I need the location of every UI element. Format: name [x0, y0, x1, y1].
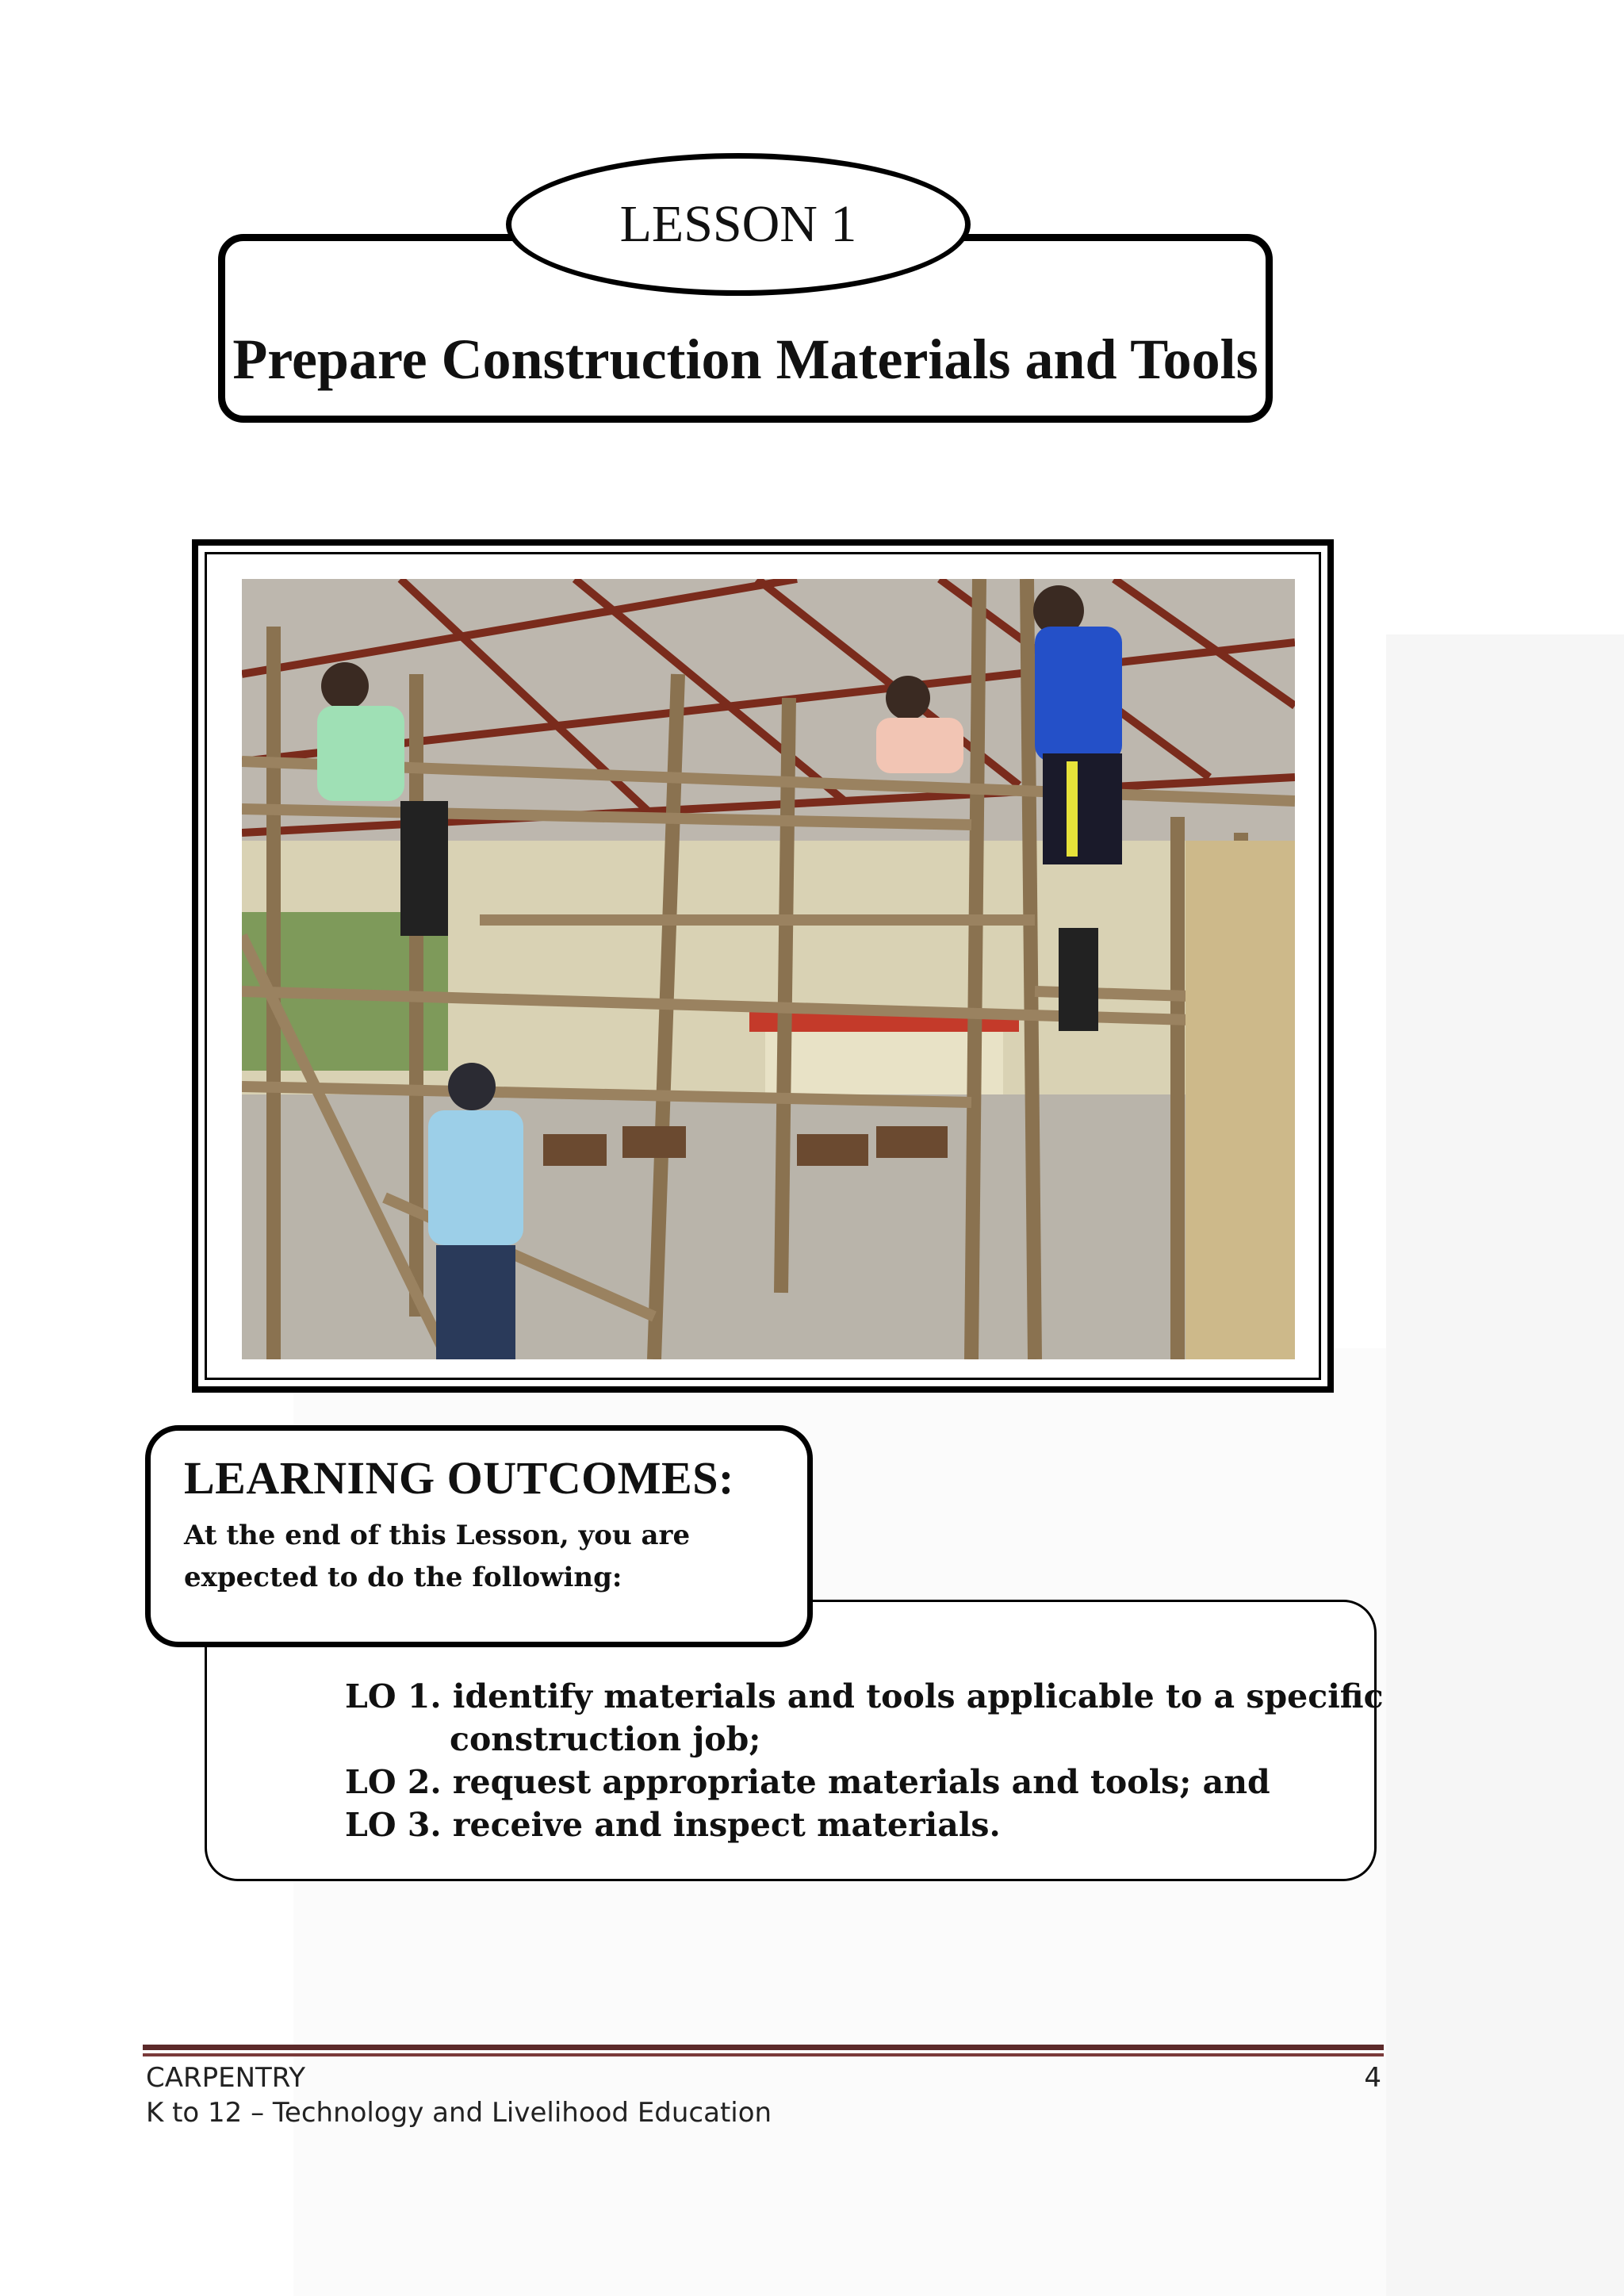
lesson-number: LESSON 1: [619, 195, 857, 253]
learning-outcome-2: LO 2. request appropriate materials and tools; and: [345, 1763, 1270, 1801]
photo-image: [242, 579, 1295, 1359]
learning-outcome-3: LO 3. receive and inspect materials.: [345, 1806, 1001, 1844]
photo-plywood-panel: [1185, 841, 1295, 1359]
learning-outcomes-list: [345, 1675, 1384, 1846]
lesson-title: Prepare Construction Materials and Tools: [232, 328, 1258, 391]
footer-rule: [143, 2045, 1384, 2050]
learning-outcomes-header-box: [145, 1425, 813, 1647]
scaffolding-photo: [242, 579, 1295, 1359]
footer-course: K to 12 – Technology and Livelihood Education: [146, 2097, 772, 2129]
learning-outcomes-heading: LEARNING OUTCOMES:: [184, 1452, 734, 1504]
footer-rule-secondary: [143, 2053, 1384, 2056]
photo-floor: [242, 1094, 1295, 1359]
page-background-shade-right: [1386, 634, 1624, 2296]
page-number: 4: [1364, 2062, 1381, 2094]
learning-outcome-1: LO 1. identify materials and tools applicable to a specific: [345, 1677, 1384, 1715]
learning-outcome-1-continued: construction job;: [450, 1720, 761, 1758]
learning-outcomes-intro: At the end of this Lesson, you are expected to do the following:: [184, 1520, 691, 1593]
footer-subject: CARPENTRY: [146, 2062, 306, 2094]
lesson-number-oval: [506, 153, 971, 296]
